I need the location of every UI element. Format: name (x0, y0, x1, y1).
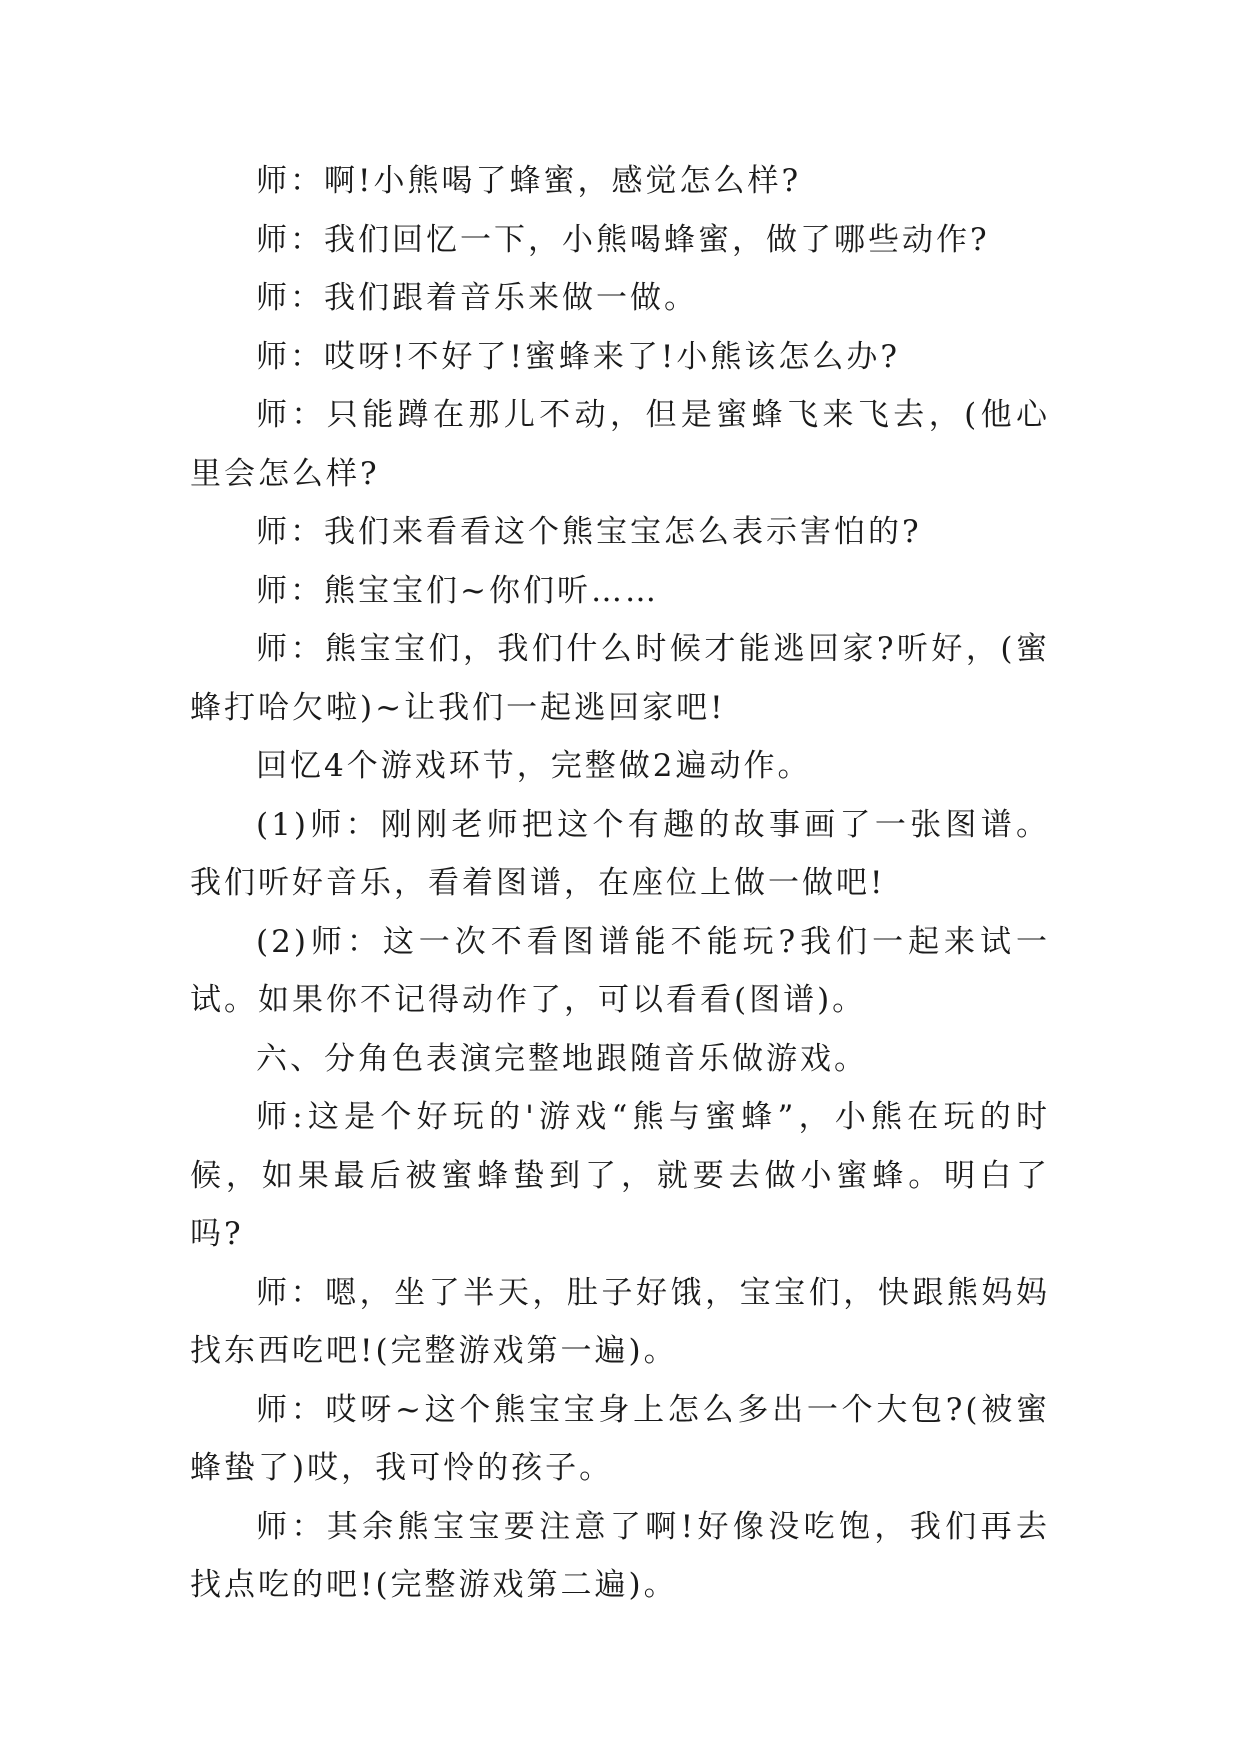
paragraph-8: 师：熊宝宝们，我们什么时候才能逃回家?听好，(蜜蜂打哈欠啦)~让我们一起逃回家吧! (190, 631, 1050, 726)
paragraph-9: 回忆4个游戏环节，完整做2遍动作。 (256, 748, 812, 784)
paragraph-3: 师：我们跟着音乐来做一做。 (256, 280, 698, 316)
paragraph-16: 师：其余熊宝宝要注意了啊!好像没吃饱，我们再去找点吃的吧!(完整游戏第二遍)。 (190, 1508, 1050, 1603)
paragraph-13: 师:这是个好玩的'游戏“熊与蜜蜂”，小熊在玩的时候，如果最后被蜜蜂蛰到了，就要去做小蜜蜂。明白了吗? (190, 1099, 1050, 1252)
paragraph-5: 师：只能蹲在那儿不动，但是蜜蜂飞来飞去，(他心里会怎么样? (190, 397, 1050, 492)
paragraph-11: (2)师：这一次不看图谱能不能玩?我们一起来试一试。如果你不记得动作了，可以看看(图谱)。 (190, 923, 1050, 1018)
paragraph-12: 六、分角色表演完整地跟随音乐做游戏。 (256, 1040, 868, 1077)
paragraph-1: 师：啊!小熊喝了蜂蜜，感觉怎么样? (256, 163, 802, 199)
paragraph-4: 师：哎呀!不好了!蜜蜂来了!小熊该怎么办? (256, 338, 900, 375)
paragraph-2: 师：我们回忆一下，小熊喝蜂蜜，做了哪些动作? (256, 221, 990, 258)
paragraph-14: 师：嗯，坐了半天，肚子好饿，宝宝们，快跟熊妈妈找东西吃吧!(完整游戏第一遍)。 (190, 1274, 1050, 1369)
document-body (190, 152, 1050, 1615)
paragraph-10: (1)师：刚刚老师把这个有趣的故事画了一张图谱。我们听好音乐，看着图谱，在座位上做一做吧! (190, 806, 1050, 901)
paragraph-7: 师：熊宝宝们~你们听…… (256, 572, 659, 609)
paragraph-6: 师：我们来看看这个熊宝宝怎么表示害怕的? (256, 514, 922, 550)
paragraph-15: 师：哎呀~这个熊宝宝身上怎么多出一个大包?(被蜜蜂蛰了)哎，我可怜的孩子。 (190, 1391, 1050, 1486)
